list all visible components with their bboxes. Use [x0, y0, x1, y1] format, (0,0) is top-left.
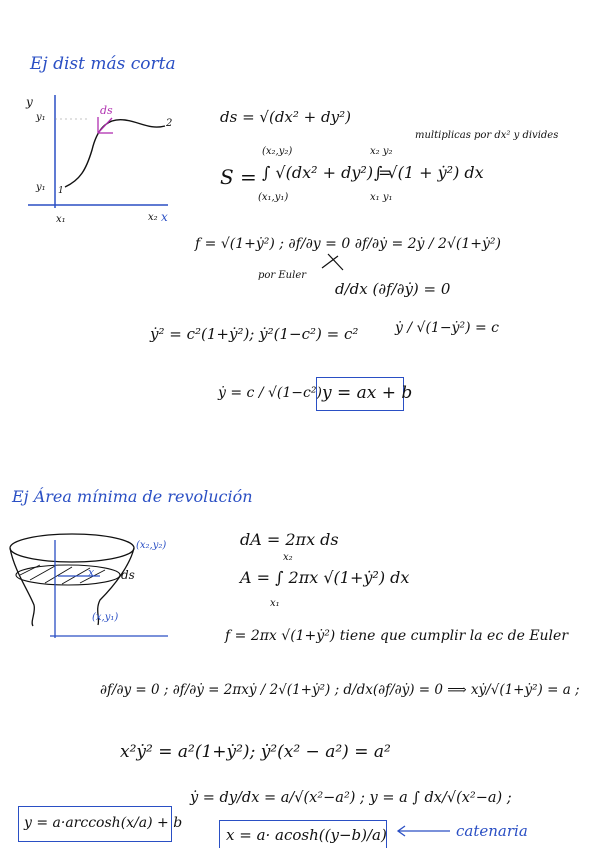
eq-A-bot: x₁ [270, 598, 280, 609]
graph1-y-label: y [26, 95, 33, 109]
eq-c2: ẏ / √(1−ẏ²) = c [395, 320, 500, 336]
eq-partials: ∂f/∂y = 0 ; ∂f/∂ẏ = 2πxẏ / 2√(1+ẏ²) ; d/dx(∂f/∂ẏ) = 0 ⟹ xẏ/√(1+ẏ²) = a ; [100, 682, 580, 698]
eq-f2: f = 2πx √(1+ẏ²) tiene que cumplir la ec de Euler [225, 628, 569, 644]
eq-integral: ẏ = dy/dx = a/√(x²−a²) ; y = a ∫ dx/√(x²−a) ; [190, 790, 512, 806]
eq-A-top: x₂ [283, 552, 293, 563]
result-left: y = a·arccosh(x/a) + b [24, 815, 183, 831]
result-right: x = a· acosh((y−b)/a) [226, 826, 387, 844]
surface-top-rim [10, 534, 134, 562]
example1-heading: Ej dist más corta [30, 54, 176, 74]
graph2-point2: (x₂,y₂) [136, 540, 167, 551]
eq-f1: f = √(1+ẏ²) ; ∂f/∂y = 0 ∂f/∂ẏ = 2ẏ / 2√(1+ẏ²) [195, 236, 501, 252]
eq-S-lim-bot1: (x₁,y₁) [258, 192, 289, 203]
catenaria-label: catenaria [456, 822, 528, 840]
result1: y = ax + b [322, 383, 413, 403]
example2-heading: Ej Área mínima de revolución [12, 487, 253, 506]
graph1-point2: 2 [166, 118, 173, 129]
eq-c: ẏ² = c²(1+ẏ²); ẏ²(1−c²) = c² [150, 325, 359, 343]
eq-A: A = ∫ 2πx √(1+ẏ²) dx [240, 568, 410, 587]
eq-squared: x²ẏ² = a²(1+ẏ²); ẏ²(x² − a²) = a² [120, 742, 391, 762]
graph1-point1: 1 [58, 186, 64, 196]
eq-S-lim-top2: x₂ y₂ [370, 146, 393, 157]
graph1-ds-label: ds [100, 104, 113, 117]
surface-mid-ring [16, 565, 120, 585]
note-multiplicas: multiplicas por dx² y divides [415, 130, 559, 141]
eq-dA: dA = 2πx ds [240, 530, 339, 549]
label-por-euler: por Euler [258, 270, 307, 281]
graph2-point1: (x,y₁) [92, 612, 119, 623]
graph1-y1-tick: y₁ [36, 182, 46, 193]
surface-left-side [10, 548, 34, 626]
eq-S-lim-bot2: x₁ y₁ [370, 192, 393, 203]
eq-S-lhs: S = [220, 165, 257, 189]
eq-S-lim-top1: (x₂,y₂) [262, 146, 293, 157]
eq-S-rhs: ∫ √(1 + ẏ²) dx [374, 163, 484, 182]
graph2-x-label: x [88, 566, 95, 579]
graph1-curve [65, 120, 165, 187]
graph1-x1-tick: x₁ [56, 214, 66, 225]
eq-ds: ds = √(dx² + dy²) [220, 108, 351, 126]
eq-S-mid: ∫ √(dx² + dy²) = [262, 163, 392, 182]
graph2-ds-label: ds [121, 568, 135, 582]
euler-arrow [322, 254, 343, 270]
graph1-x-label: x [161, 210, 168, 224]
ds-arrow-diag [98, 118, 112, 133]
graph1-y2-tick: y₁ [36, 112, 46, 123]
eq-euler1: d/dx (∂f/∂ẏ) = 0 [335, 280, 451, 298]
graph1-x2-tick: x₂ [148, 212, 158, 223]
eq-ydot: ẏ = c / √(1−c²) [218, 385, 322, 401]
